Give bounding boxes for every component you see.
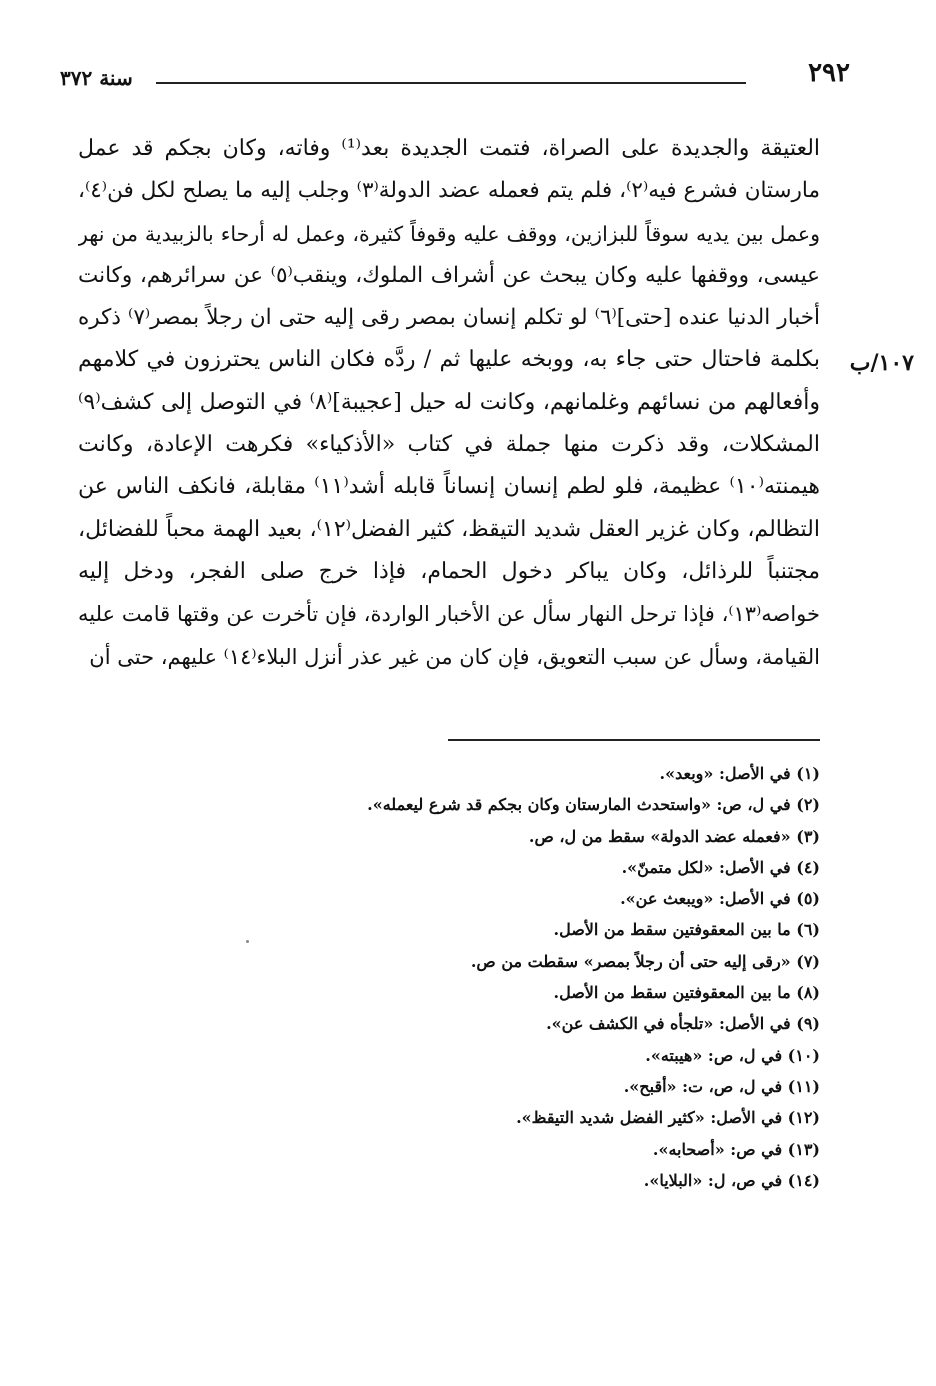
footnote-separator <box>448 739 820 741</box>
text-line: مارستان فشرع فيه⁽٢⁾، فلم يتم فعمله عضد الدولة⁽٣⁾ وجلب إليه ما يصلح لكل فن⁽٤⁾، <box>78 178 820 204</box>
text-line: العتيقة والجديدة على الصراة، فتمت الجديدة بعد⁽¹⁾ وفاته، وكان بجكم قد عمل <box>78 136 820 161</box>
footnote: (٨) ما بين المعقوفتين سقط من الأصل. <box>553 983 820 1003</box>
footnote: (٥) في الأصل: «ويبعث عن». <box>620 889 820 909</box>
footnote: (٦) ما بين المعقوفتين سقط من الأصل. <box>553 920 820 940</box>
text-line: المشكلات، وقد ذكرت منها جملة في كتاب «الأذكياء» فكرهت الإعادة، وكانت <box>78 432 820 458</box>
footnote: (٩) في الأصل: «تلجأه في الكشف عن». <box>546 1014 820 1034</box>
text-line: وعمل بين يديه سوقاً للبزازين، ووقف عليه وقوفاً كثيرة، وعمل له أرحاء بالزبيدية من نهر <box>78 221 820 246</box>
footnote: (١١) في ل، ص، ت: «أقبح». <box>623 1076 820 1096</box>
text-line: عيسى، ووقفها عليه وكان يبحث عن أشراف الملوك، وينقب⁽٥⁾ عن سرائرهم، وكانت <box>78 262 820 288</box>
footnote: (٧) «رقى إليه حتى أن رجلاً بمصر» سقطت من ص. <box>470 951 820 971</box>
footnote: (١٠) في ل، ص: «هيبته». <box>645 1045 820 1065</box>
footnotes <box>200 758 820 1196</box>
footnote: (١٢) في الأصل: «كثير الفضل شديد التيقظ». <box>516 1108 820 1128</box>
text-line: وأفعالهم من نسائهم وغلمانهم، وكانت له حيل [عجيبة]⁽٨⁾ في التوصل إلى كشف⁽٩⁾ <box>78 389 820 415</box>
footnote: (٣) «فعمله عضد الدولة» سقط من ل، ص. <box>528 826 820 846</box>
footnote: (١٣) في ص: «أصحابه». <box>652 1139 820 1159</box>
footnote: (٤) في الأصل: «لكل متمنّ». <box>621 857 820 877</box>
scan-speck <box>246 940 249 943</box>
text-line: خواصه⁽١٣⁾، فإذا ترحل النهار سأل عن الأخبار الواردة، فإن تأخرت عن وقتها قامت عليه <box>78 602 820 627</box>
footnote: (١) في الأصل: «وبعد». <box>659 764 820 783</box>
text-line: القيامة، وسأل عن سبب التعويق، فإن كان من غير عذر أنزل البلاء⁽١٤⁾ عليهم، حتى أن <box>89 644 820 669</box>
main-text <box>78 128 820 678</box>
footnote: (١٤) في ص، ل: «البلايا». <box>643 1170 820 1190</box>
manuscript-folio-note: ١٠٧/ب <box>849 350 914 376</box>
text-line: بكلمة فاحتال حتى جاء به، ووبخه عليها ثم / ردَّه فكان الناس يحترزون في كلامهم <box>78 347 820 373</box>
running-title: سنة ٣٧٢ <box>60 66 133 90</box>
header-rule <box>156 82 746 84</box>
footnote: (٢) في ل، ص: «واستحدث المارستان وكان بجكم قد شرع ليعمله». <box>367 795 820 815</box>
text-line: مجتنباً للرذائل، وكان يباكر دخول الحمام، فإذا خرج صلى الفجر، ودخل إليه <box>78 558 820 584</box>
page-number: ٢٩٢ <box>808 58 850 88</box>
text-line: هيمنته⁽١٠⁾ عظيمة، فلو لطم إنسان إنساناً قابله أشد⁽١١⁾ مقابلة، فانكف الناس عن <box>78 474 820 500</box>
text-line: أخبار الدنيا عنده [حتى]⁽٦⁾ لو تكلم إنسان بمصر رقى إليه حتى ان رجلاً بمصر⁽٧⁾ ذكره <box>78 305 820 331</box>
text-line: التظالم، وكان غزير العقل شديد التيقظ، كثير الفضل⁽١٢⁾، بعيد الهمة محباً للفضائل، <box>78 516 820 542</box>
page-header <box>60 58 850 98</box>
